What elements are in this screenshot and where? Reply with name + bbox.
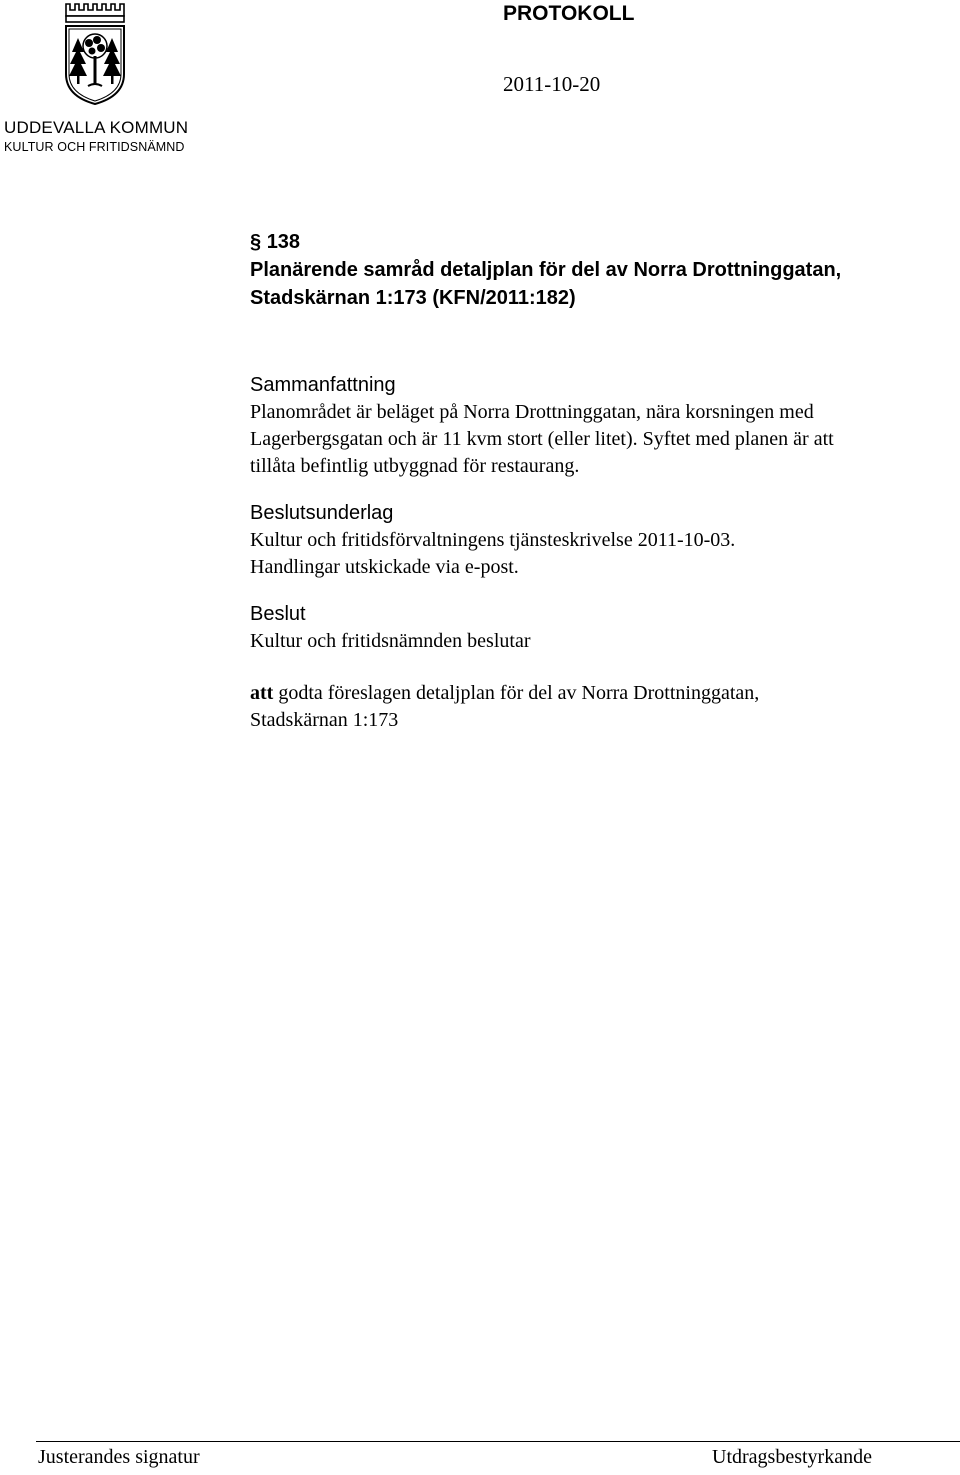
- basis-line: Kultur och fritidsförvaltningens tjänsteskrivelse 2011-10-03.: [250, 529, 736, 551]
- decision-intro: Kultur och fritidsnämnden beslutar: [250, 630, 531, 652]
- summary-line: Lagerbergsgatan och är 11 kvm stort (eller litet). Syftet med planen är att: [250, 428, 834, 450]
- document-date: 2011-10-20: [503, 72, 601, 96]
- summary-heading: Sammanfattning: [250, 374, 396, 396]
- basis-line: Handlingar utskickade via e-post.: [250, 556, 519, 578]
- summary-line: Planområdet är beläget på Norra Drottninggatan, nära korsningen med: [250, 401, 814, 423]
- organization-name: UDDEVALLA KOMMUN: [4, 118, 189, 137]
- case-title-line-2: Stadskärnan 1:173 (KFN/2011:182): [250, 287, 576, 309]
- att-text: godta föreslagen detaljplan för del av Norra Drottninggatan,: [273, 682, 760, 704]
- section-sign-icon: §: [250, 231, 262, 253]
- att-keyword: att: [250, 682, 274, 704]
- organization-unit: KULTUR OCH FRITIDSNÄMND: [4, 140, 185, 154]
- case-number: 138: [266, 231, 301, 253]
- document-type: PROTOKOLL: [503, 2, 635, 25]
- municipal-coat-of-arms-icon: [58, 0, 128, 108]
- decision-att-clause: [250, 680, 950, 707]
- footer-certification-label: Utdragsbestyrkande: [712, 1446, 872, 1468]
- decision-att-clause-line-2: Stadskärnan 1:173: [250, 709, 399, 731]
- summary-line: tillåta befintlig utbyggnad för restaurang.: [250, 455, 580, 477]
- decision-heading: Beslut: [250, 603, 306, 625]
- case-title-line-1: Planärende samråd detaljplan för del av Norra Drottninggatan,: [250, 259, 842, 281]
- basis-heading: Beslutsunderlag: [250, 502, 394, 524]
- case-number-line: [250, 228, 950, 256]
- protocol-content: [250, 228, 950, 734]
- coat-of-arms-logo: [58, 0, 128, 108]
- footer-divider: [36, 1441, 960, 1442]
- footer-signature-label: Justerandes signatur: [38, 1446, 200, 1468]
